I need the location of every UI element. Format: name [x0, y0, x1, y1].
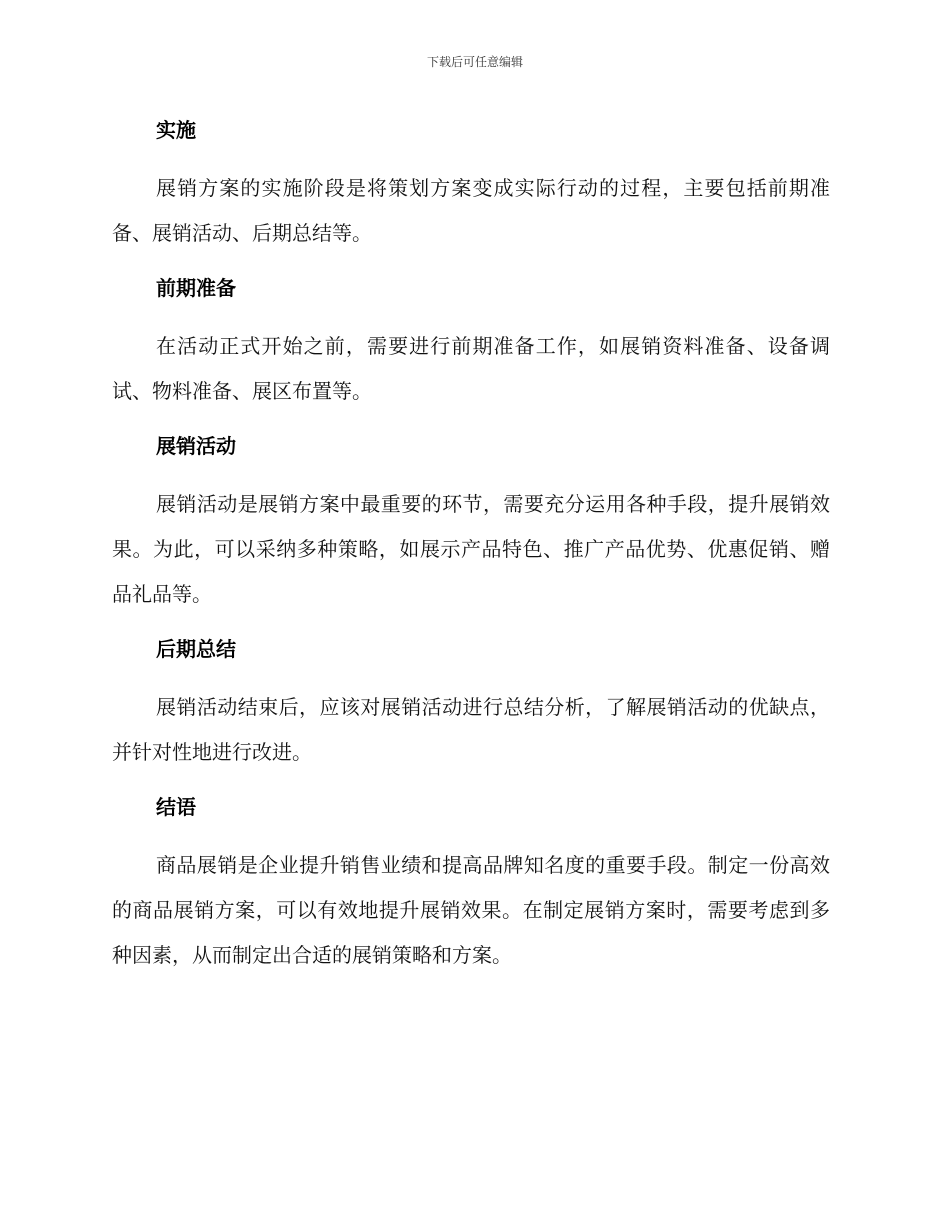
section-paragraph-summary: 展销活动结束后，应该对展销活动进行总结分析，了解展销活动的优缺点，并针对性地进行改进。	[112, 695, 830, 764]
section-heading-summary: 后期总结	[156, 637, 236, 661]
section-paragraph-implementation: 展销方案的实施阶段是将策划方案变成实际行动的过程，主要包括前期准备、展销活动、后期总结等。	[112, 176, 830, 245]
section-heading-preparation: 前期准备	[156, 276, 236, 300]
section-paragraph-preparation: 在活动正式开始之前，需要进行前期准备工作，如展销资料准备、设备调试、物料准备、展区布置等。	[112, 334, 830, 403]
section-heading-activity: 展销活动	[156, 434, 236, 458]
section-paragraph-activity: 展销活动是展销方案中最重要的环节，需要充分运用各种手段，提升展销效果。为此，可以采纳多种策略，如展示产品特色、推广产品优势、优惠促销、赠品礼品等。	[112, 492, 830, 606]
section-paragraph-conclusion: 商品展销是企业提升销售业绩和提高品牌知名度的重要手段。制定一份高效的商品展销方案，可以有效地提升展销效果。在制定展销方案时，需要考虑到多种因素，从而制定出合适的展销策略和方案。	[112, 853, 830, 967]
section-heading-conclusion: 结语	[156, 795, 196, 819]
page-header-note: 下载后可任意编辑	[426, 55, 523, 69]
document-body	[112, 108, 830, 978]
section-heading-implementation: 实施	[156, 118, 196, 142]
